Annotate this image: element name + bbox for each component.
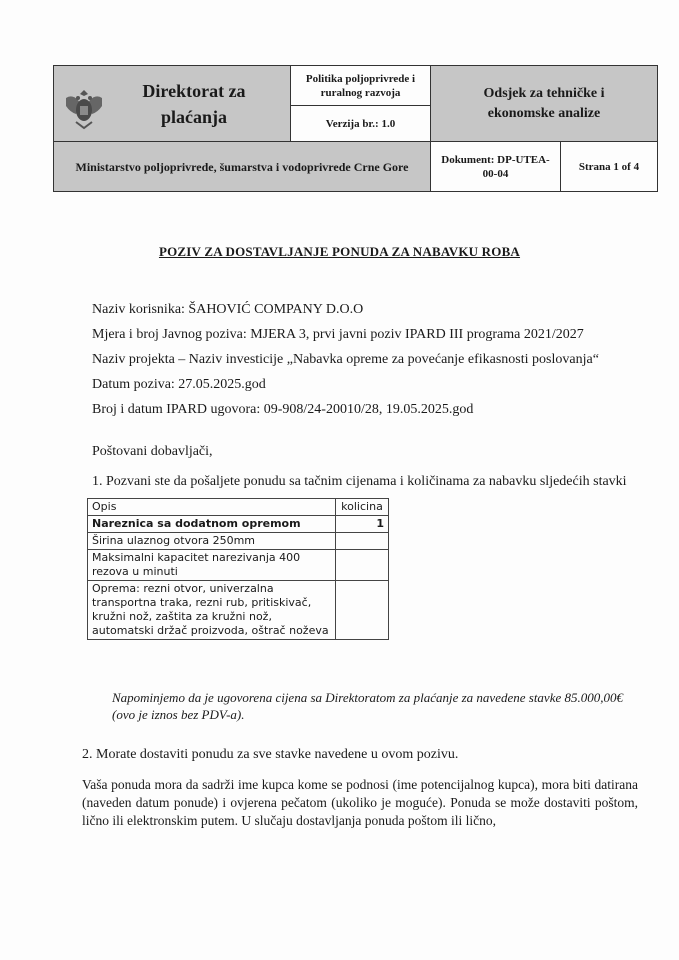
org-cell — [54, 66, 291, 142]
date-line: Datum poziva: 27.05.2025.god — [92, 377, 266, 392]
table-cell-kolicina — [336, 581, 389, 640]
beneficiary-line: Naziv korisnika: ŠAHOVIĆ COMPANY D.O.O — [92, 302, 364, 317]
project-line: Naziv projekta – Naziv investicije „Nabavka opreme za povećanje efikasnosti poslovanja“ — [92, 352, 599, 367]
table-header-cell: kolicina — [336, 499, 389, 516]
department-label: Odsjek za tehničke i ekonomske analize — [431, 66, 658, 142]
montenegro-eagle-emblem-icon — [62, 84, 106, 130]
policy-label: Politika poljoprivrede i ruralnog razvoja — [291, 66, 431, 106]
point-2: 2. Morate dostaviti ponudu za sve stavke navedene u ovom pozivu. — [82, 747, 459, 762]
document-header — [53, 65, 658, 192]
page-title: POZIV ZA DOSTAVLJANJE PONUDA ZA NABAVKU ROBA — [158, 244, 521, 259]
ministry-label: Ministarstvo poljoprivrede, šumarstva i vodoprivrede Crne Gore — [54, 142, 431, 192]
table-cell-kolicina — [336, 533, 389, 550]
contract-line: Broj i datum IPARD ugovora: 09-908/24-20010/28, 19.05.2025.god — [92, 402, 474, 417]
table-row — [88, 581, 389, 640]
table-cell-opis: Nareznica sa dodatnom opremom — [88, 516, 336, 533]
point-1: 1. Pozvani ste da pošaljete ponudu sa tačnim cijenama i količinama za nabavku sljedećih stavki — [92, 474, 627, 489]
body-paragraph: Vaša ponuda mora da sadrži ime kupca kome se podnosi (ime potencijalnog kupca), mora biti datirana (naveden datum ponude) i ovjerena pečatom (ukoliko je moguće). Ponuda se može dostaviti poštom, lično ili elektronskim putem. U slučaju dostavljanja ponuda poštom ili lično, — [82, 777, 638, 828]
table-cell-kolicina — [336, 550, 389, 581]
table-row — [88, 516, 389, 533]
table-header-row — [88, 499, 389, 516]
price-note: Napominjemo da je ugovorena cijena sa Direktoratom za plaćanje za navedene stavke 85.000,00€ (ovo je iznos bez PDV-a). — [112, 690, 623, 722]
table-row — [88, 533, 389, 550]
table-cell-opis: Širina ulaznog otvora 250mm — [88, 533, 336, 550]
items-table — [87, 498, 389, 640]
table-cell-kolicina: 1 — [336, 516, 389, 533]
greeting: Poštovani dobavljači, — [92, 444, 213, 459]
org-title: Direktorat za plaćanja — [142, 80, 246, 127]
table-row — [88, 550, 389, 581]
version-label: Verzija br.: 1.0 — [291, 106, 431, 142]
call-line: Mjera i broj Javnog poziva: MJERA 3, prvi javni poziv IPARD III programa 2021/2027 — [92, 327, 584, 342]
document-number: Dokument: DP-UTEA-00-04 — [431, 142, 561, 192]
table-cell-opis: Maksimalni kapacitet narezivanja 400 rezova u minuti — [88, 550, 336, 581]
page-number: Strana 1 of 4 — [561, 142, 658, 192]
table-header-cell: Opis — [88, 499, 336, 516]
table-cell-opis: Oprema: rezni otvor, univerzalna transportna traka, rezni rub, pritiskivač, kružni nož, zaštita za kružni nož, automatski držač proizvoda, oštrač noževa — [88, 581, 336, 640]
